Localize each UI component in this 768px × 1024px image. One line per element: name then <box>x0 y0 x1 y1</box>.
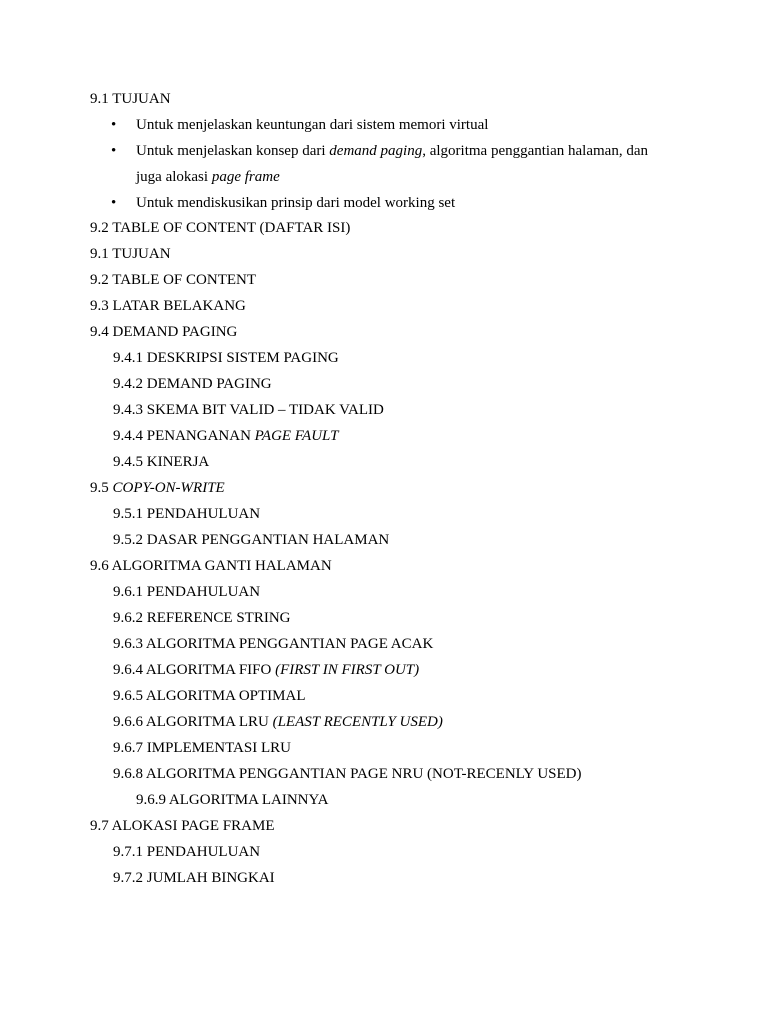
toc-heading: 9.2 TABLE OF CONTENT (DAFTAR ISI) <box>90 220 351 236</box>
toc-entry-9-6-4 <box>113 661 419 679</box>
objective-item-2-cont-emphasis: page frame <box>211 169 280 185</box>
objective-item-2-emphasis: demand paging <box>329 143 423 159</box>
toc-entry-9-3: 9.3 LATAR BELAKANG <box>90 298 246 314</box>
toc-entry-9-4-5: 9.4.5 KINERJA <box>113 454 210 470</box>
toc-entry-9-4-4-emphasis: PAGE FAULT <box>254 428 339 444</box>
objective-item-2 <box>136 142 648 160</box>
toc-entry-9-5-2: 9.5.2 DASAR PENGGANTIAN HALAMAN <box>113 532 390 548</box>
bullet-icon: • <box>111 117 117 133</box>
toc-entry-9-5 <box>90 479 225 497</box>
toc-entry-9-4: 9.4 DEMAND PAGING <box>90 324 238 340</box>
toc-entry-9-6-6-text: 9.6.6 ALGORITMA LRU <box>113 714 273 730</box>
toc-entry-9-4-4-text: 9.4.4 PENANGANAN <box>113 428 255 444</box>
toc-entry-9-6-4-emphasis: (FIRST IN FIRST OUT) <box>275 662 420 678</box>
toc-entry-9-6-6 <box>113 713 443 731</box>
toc-entry-9-6-1: 9.6.1 PENDAHULUAN <box>113 584 261 600</box>
toc-entry-9-5-emphasis: COPY-ON-WRITE <box>112 480 225 496</box>
objective-item-2-cont-text: juga alokasi <box>136 169 212 185</box>
toc-entry-9-6-2: 9.6.2 REFERENCE STRING <box>113 610 291 626</box>
toc-entry-9-6: 9.6 ALGORITMA GANTI HALAMAN <box>90 558 332 574</box>
objective-item-2-text-end: , algoritma penggantian halaman, dan <box>422 143 648 159</box>
toc-entry-9-6-7: 9.6.7 IMPLEMENTASI LRU <box>113 740 291 756</box>
toc-entry-9-2: 9.2 TABLE OF CONTENT <box>90 272 257 288</box>
bullet-icon: • <box>111 143 117 159</box>
toc-entry-9-4-2: 9.4.2 DEMAND PAGING <box>113 376 272 392</box>
objectives-heading: 9.1 TUJUAN <box>90 91 171 107</box>
toc-entry-9-7-1: 9.7.1 PENDAHULUAN <box>113 844 261 860</box>
toc-entry-9-4-4 <box>113 427 338 445</box>
toc-entry-9-6-6-emphasis: (LEAST RECENTLY USED) <box>272 714 443 730</box>
toc-entry-9-6-4-text: 9.6.4 ALGORITMA FIFO <box>113 662 276 678</box>
toc-entry-9-6-3: 9.6.3 ALGORITMA PENGGANTIAN PAGE ACAK <box>113 636 434 652</box>
toc-entry-9-4-1: 9.4.1 DESKRIPSI SISTEM PAGING <box>113 350 339 366</box>
toc-entry-9-7-2: 9.7.2 JUMLAH BINGKAI <box>113 870 275 886</box>
objective-item-2-continuation <box>136 168 280 186</box>
toc-entry-9-5-1: 9.5.1 PENDAHULUAN <box>113 506 261 522</box>
objective-item-3: Untuk mendiskusikan prinsip dari model working set <box>136 195 456 211</box>
toc-entry-9-1: 9.1 TUJUAN <box>90 246 171 262</box>
objective-item-2-text: Untuk menjelaskan konsep dari <box>136 143 330 159</box>
bullet-icon: • <box>111 195 117 211</box>
toc-entry-9-4-3: 9.4.3 SKEMA BIT VALID – TIDAK VALID <box>113 402 384 418</box>
toc-entry-9-6-5: 9.6.5 ALGORITMA OPTIMAL <box>113 688 306 704</box>
toc-entry-9-5-text: 9.5 <box>90 480 113 496</box>
toc-entry-9-6-9: 9.6.9 ALGORITMA LAINNYA <box>136 792 329 808</box>
toc-entry-9-7: 9.7 ALOKASI PAGE FRAME <box>90 818 275 834</box>
objective-item-1: Untuk menjelaskan keuntungan dari sistem memori virtual <box>136 117 489 133</box>
toc-entry-9-6-8: 9.6.8 ALGORITMA PENGGANTIAN PAGE NRU (NOT-RECENLY USED) <box>113 766 582 782</box>
